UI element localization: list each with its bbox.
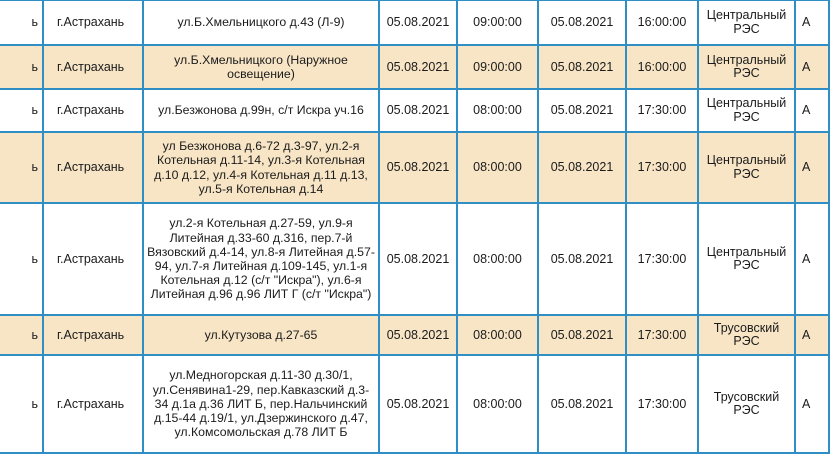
address-cell: ул.2-я Котельная д.27-59, ул.9-я Литейная д.33-60 д.316, пер.7-й Вязовский д.4-14, ул.8-я Литейная д.57-94, ул.7-я Литейная д.109-145, ул.1-я Котельная д.12 (с/т "Искра"), ул.6-я Литейная д.96 д.96 ЛИТ Г (с/т "Искра") xyxy=(143,203,379,315)
extra-cell: А xyxy=(795,132,829,203)
start-date-cell: 05.08.2021 xyxy=(379,355,457,453)
end-time-cell: 16:00:00 xyxy=(626,45,698,89)
address-cell: ул.Медногорская д.11-30 д.30/1, ул.Сенявина1-29, пер.Кавказский д.3-34 д.1а д.36 ЛИТ Б, пер.Нальчинский д.15-44 д.19/1, ул.Дзержинского д.47, ул.Комсомольская д.78 ЛИТ Б xyxy=(143,355,379,453)
start-date-cell: 05.08.2021 xyxy=(379,203,457,315)
extra-cell: А xyxy=(795,315,829,355)
res-cell: Центральный РЭС xyxy=(698,132,795,203)
extra-cell: А xyxy=(795,0,829,45)
region-cell: ь xyxy=(0,355,43,453)
start-date-cell: 05.08.2021 xyxy=(379,132,457,203)
start-time-cell: 08:00:00 xyxy=(457,315,538,355)
extra-cell: А xyxy=(795,45,829,89)
start-date-cell: 05.08.2021 xyxy=(379,315,457,355)
city-cell: г.Астрахань xyxy=(43,45,143,89)
end-date-cell: 05.08.2021 xyxy=(538,89,626,132)
start-time-cell: 09:00:00 xyxy=(457,0,538,45)
address-cell: ул.Б.Хмельницкого д.43 (Л-9) xyxy=(143,0,379,45)
res-cell: Трусовский РЭС xyxy=(698,315,795,355)
table-row xyxy=(0,203,829,315)
end-date-cell: 05.08.2021 xyxy=(538,132,626,203)
city-cell: г.Астрахань xyxy=(43,0,143,45)
region-cell: ь xyxy=(0,45,43,89)
city-cell: г.Астрахань xyxy=(43,315,143,355)
start-time-cell: 09:00:00 xyxy=(457,45,538,89)
table-row xyxy=(0,355,829,453)
city-cell: г.Астрахань xyxy=(43,355,143,453)
res-cell: Центральный РЭС xyxy=(698,45,795,89)
extra-cell: А xyxy=(795,203,829,315)
region-cell: ь xyxy=(0,89,43,132)
res-cell: Центральный РЭС xyxy=(698,89,795,132)
table-row xyxy=(0,0,829,45)
start-date-cell: 05.08.2021 xyxy=(379,89,457,132)
table-row xyxy=(0,89,829,132)
res-cell: Центральный РЭС xyxy=(698,203,795,315)
city-cell: г.Астрахань xyxy=(43,132,143,203)
table-row xyxy=(0,132,829,203)
address-cell: ул.Кутузова д.27-65 xyxy=(143,315,379,355)
region-cell: ь xyxy=(0,203,43,315)
end-time-cell: 16:00:00 xyxy=(626,0,698,45)
start-time-cell: 08:00:00 xyxy=(457,132,538,203)
end-time-cell: 17:30:00 xyxy=(626,203,698,315)
start-date-cell: 05.08.2021 xyxy=(379,45,457,89)
extra-cell: А xyxy=(795,89,829,132)
end-date-cell: 05.08.2021 xyxy=(538,0,626,45)
res-cell: Центральный РЭС xyxy=(698,0,795,45)
address-cell: ул.Безжонова д.99н, с/т Искра уч.16 xyxy=(143,89,379,132)
city-cell: г.Астрахань xyxy=(43,89,143,132)
address-cell: ул Безжонова д.6-72 д.3-97, ул.2-я Котельная д.11-14, ул.3-я Котельная д.10 д.12, ул.4-я Котельная д.11 д.13, ул.5-я Котельная д.14 xyxy=(143,132,379,203)
extra-cell: А xyxy=(795,355,829,453)
end-date-cell: 05.08.2021 xyxy=(538,45,626,89)
res-cell: Трусовский РЭС xyxy=(698,355,795,453)
end-date-cell: 05.08.2021 xyxy=(538,315,626,355)
start-time-cell: 08:00:00 xyxy=(457,203,538,315)
start-time-cell: 08:00:00 xyxy=(457,355,538,453)
region-cell: ь xyxy=(0,0,43,45)
end-date-cell: 05.08.2021 xyxy=(538,355,626,453)
region-cell: ь xyxy=(0,315,43,355)
end-time-cell: 17:30:00 xyxy=(626,132,698,203)
end-time-cell: 17:30:00 xyxy=(626,355,698,453)
end-time-cell: 17:30:00 xyxy=(626,315,698,355)
table-row xyxy=(0,315,829,355)
city-cell: г.Астрахань xyxy=(43,203,143,315)
end-time-cell: 17:30:00 xyxy=(626,89,698,132)
table-row xyxy=(0,45,829,89)
start-time-cell: 08:00:00 xyxy=(457,89,538,132)
region-cell: ь xyxy=(0,132,43,203)
end-date-cell: 05.08.2021 xyxy=(538,203,626,315)
start-date-cell: 05.08.2021 xyxy=(379,0,457,45)
address-cell: ул.Б.Хмельницкого (Наружное освещение) xyxy=(143,45,379,89)
